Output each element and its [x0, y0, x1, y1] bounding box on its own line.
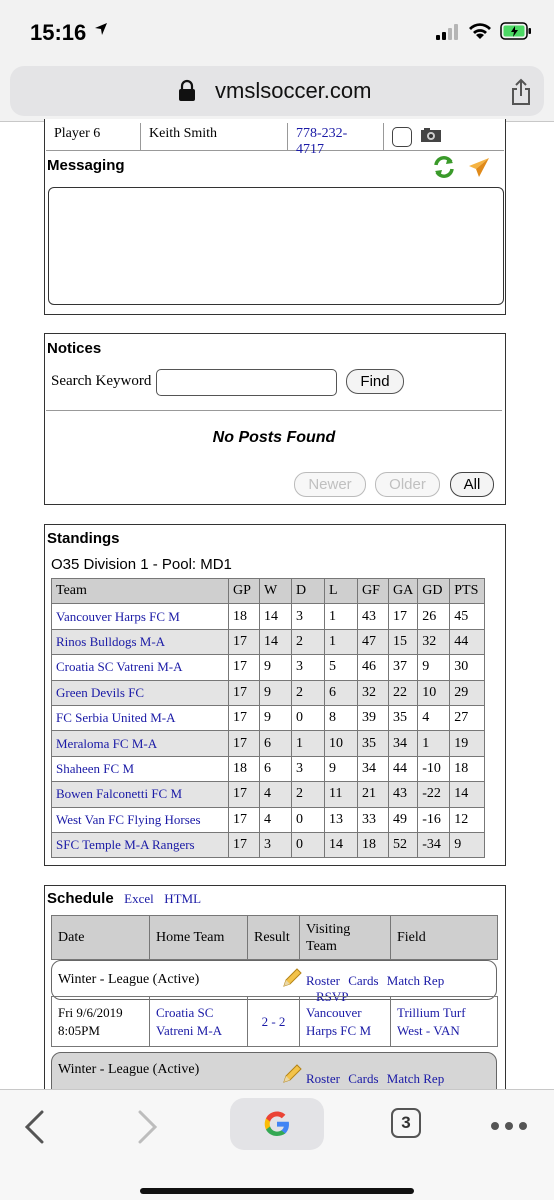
stat-gd: 9 — [418, 655, 450, 680]
message-textarea[interactable] — [48, 187, 504, 305]
older-button[interactable]: Older — [375, 472, 440, 497]
stat-w: 4 — [260, 782, 292, 807]
col-team[interactable]: Team — [52, 579, 229, 604]
col-d[interactable]: D — [292, 579, 325, 604]
roster-link[interactable]: Roster — [306, 973, 340, 988]
page-viewport — [0, 123, 554, 1089]
stat-gf: 39 — [358, 705, 389, 730]
stat-pts: 9 — [450, 832, 485, 857]
browser-toolbar — [0, 1089, 554, 1200]
stat-ga: 22 — [389, 680, 418, 705]
standings-row — [52, 782, 485, 807]
stat-gp: 17 — [229, 705, 260, 730]
stat-gd: 4 — [418, 705, 450, 730]
game-row — [51, 996, 498, 1047]
stat-pts: 18 — [450, 756, 485, 781]
stat-l: 1 — [325, 604, 358, 629]
url-text: vmslsoccer.com — [215, 78, 372, 103]
stat-pts: 45 — [450, 604, 485, 629]
team-link[interactable]: Rinos Bulldogs M-A — [52, 629, 229, 654]
stat-gd: -34 — [418, 832, 450, 857]
field-link[interactable] — [391, 997, 498, 1047]
stat-w: 9 — [260, 655, 292, 680]
stat-d: 3 — [292, 604, 325, 629]
standings-row — [52, 604, 485, 629]
stat-d: 3 — [292, 655, 325, 680]
stat-gf: 43 — [358, 604, 389, 629]
team-link[interactable]: Meraloma FC M-A — [52, 731, 229, 756]
stat-w: 14 — [260, 629, 292, 654]
stat-gd: -22 — [418, 782, 450, 807]
stat-pts: 27 — [450, 705, 485, 730]
notices-divider — [46, 410, 502, 411]
stat-pts: 44 — [450, 629, 485, 654]
newer-button[interactable]: Newer — [294, 472, 366, 497]
pencil-icon[interactable] — [281, 1063, 303, 1090]
stat-w: 6 — [260, 756, 292, 781]
stat-gf: 35 — [358, 731, 389, 756]
stat-d: 2 — [292, 782, 325, 807]
stat-l: 6 — [325, 680, 358, 705]
status-bar — [0, 0, 554, 62]
stat-gf: 18 — [358, 832, 389, 857]
standings-row — [52, 680, 485, 705]
back-chevron-icon[interactable] — [22, 1110, 48, 1149]
more-options-icon[interactable] — [490, 1118, 528, 1136]
location-arrow-icon — [94, 22, 108, 41]
standings-row — [52, 731, 485, 756]
stat-l: 9 — [325, 756, 358, 781]
stat-d: 2 — [292, 680, 325, 705]
status-time: 15:16 — [30, 20, 87, 45]
standings-row — [52, 756, 485, 781]
stat-l: 10 — [325, 731, 358, 756]
stat-w: 3 — [260, 832, 292, 857]
stat-gd: 26 — [418, 604, 450, 629]
stat-gd: 10 — [418, 680, 450, 705]
stat-w: 9 — [260, 680, 292, 705]
stat-gf: 21 — [358, 782, 389, 807]
team-link[interactable]: Croatia SC Vatreni M-A — [52, 655, 229, 680]
col-pts[interactable]: PTS — [450, 579, 485, 604]
col-gp[interactable]: GP — [229, 579, 260, 604]
col-gd[interactable]: GD — [418, 579, 450, 604]
visiting-team-link[interactable] — [300, 997, 391, 1047]
stat-d: 0 — [292, 705, 325, 730]
wifi-icon — [468, 22, 492, 45]
standings-title: Standings — [47, 530, 120, 547]
home-team-line2: Vatreni M-A — [156, 1022, 223, 1038]
stat-w: 4 — [260, 807, 292, 832]
share-icon[interactable] — [510, 78, 532, 111]
no-posts-message: No Posts Found — [212, 429, 336, 446]
result-link[interactable]: 2 - 2 — [248, 997, 300, 1047]
player-checkbox[interactable] — [392, 127, 412, 147]
standings-row — [52, 705, 485, 730]
home-team-link[interactable] — [150, 997, 248, 1047]
stat-l: 8 — [325, 705, 358, 730]
url-field[interactable] — [10, 66, 544, 116]
stat-gp: 17 — [229, 629, 260, 654]
col-visiting-team[interactable] — [300, 916, 391, 960]
stat-gp: 17 — [229, 655, 260, 680]
lock-icon — [178, 80, 196, 107]
stat-gd: -16 — [418, 807, 450, 832]
stat-gf: 32 — [358, 680, 389, 705]
col-result[interactable]: Result — [248, 916, 300, 960]
roster-link[interactable]: Roster — [306, 1071, 340, 1086]
stat-ga: 34 — [389, 731, 418, 756]
standings-table — [51, 578, 485, 858]
cards-link[interactable]: Cards — [348, 1071, 379, 1086]
stat-ga: 43 — [389, 782, 418, 807]
schedule-title: Schedule — [47, 890, 114, 907]
game-date — [52, 997, 150, 1047]
stat-l: 11 — [325, 782, 358, 807]
forward-chevron-icon[interactable] — [134, 1110, 160, 1149]
excel-link[interactable]: Excel — [124, 891, 154, 906]
stat-ga: 15 — [389, 629, 418, 654]
cellular-signal-icon — [436, 24, 460, 45]
standings-row — [52, 629, 485, 654]
stat-gp: 17 — [229, 782, 260, 807]
player-row — [46, 123, 504, 157]
stat-pts: 19 — [450, 731, 485, 756]
stat-gp: 17 — [229, 731, 260, 756]
stat-d: 2 — [292, 629, 325, 654]
col-l[interactable]: L — [325, 579, 358, 604]
home-indicator — [140, 1188, 414, 1194]
stat-l: 5 — [325, 655, 358, 680]
stat-gf: 34 — [358, 756, 389, 781]
stat-d: 0 — [292, 832, 325, 857]
messaging-title: Messaging — [47, 157, 125, 174]
stat-gf: 46 — [358, 655, 389, 680]
stat-gp: 17 — [229, 832, 260, 857]
stat-gf: 47 — [358, 629, 389, 654]
stat-ga: 44 — [389, 756, 418, 781]
player-slot-label: Player 6 — [46, 123, 141, 151]
notices-title: Notices — [47, 340, 102, 357]
match-rep-link[interactable]: Match Rep — [386, 1071, 445, 1086]
stat-ga: 49 — [389, 807, 418, 832]
col-w[interactable]: W — [260, 579, 292, 604]
game-date-time: 8:05PM — [58, 1022, 100, 1038]
stat-gp: 17 — [229, 680, 260, 705]
field-line2: West - VAN — [397, 1022, 460, 1038]
stat-d: 0 — [292, 807, 325, 832]
stat-gd: 32 — [418, 629, 450, 654]
battery-icon — [500, 22, 532, 45]
stat-pts: 12 — [450, 807, 485, 832]
search-keyword-label: Search Keyword — [51, 373, 152, 389]
camera-icon[interactable] — [420, 127, 442, 148]
stat-ga: 35 — [389, 705, 418, 730]
find-button[interactable]: Find — [346, 369, 404, 394]
field-line1: Trillium Turf — [397, 1004, 466, 1020]
league-name: Winter - League (Active) — [58, 1062, 200, 1077]
schedule-header — [51, 915, 498, 960]
team-link[interactable]: West Van FC Flying Horses — [52, 807, 229, 832]
tab-switcher-button[interactable]: 3 — [391, 1108, 421, 1138]
google-logo-icon — [262, 1109, 292, 1144]
stat-w: 9 — [260, 705, 292, 730]
stat-ga: 37 — [389, 655, 418, 680]
cards-link[interactable]: Cards — [348, 973, 379, 988]
browser-address-bar — [0, 62, 554, 122]
team-link[interactable]: Bowen Falconetti FC M — [52, 782, 229, 807]
player-name: Keith Smith — [141, 123, 288, 151]
stat-gp: 18 — [229, 756, 260, 781]
stat-gp: 18 — [229, 604, 260, 629]
stat-pts: 30 — [450, 655, 485, 680]
stat-ga: 17 — [389, 604, 418, 629]
stat-w: 6 — [260, 731, 292, 756]
col-ga[interactable]: GA — [389, 579, 418, 604]
html-link[interactable]: HTML — [164, 891, 202, 906]
standings-row — [52, 655, 485, 680]
stat-d: 3 — [292, 756, 325, 781]
stat-gp: 17 — [229, 807, 260, 832]
pencil-icon[interactable] — [281, 967, 303, 994]
visiting-team-line1: Vancouver — [306, 1004, 362, 1020]
stat-gf: 33 — [358, 807, 389, 832]
team-link[interactable]: Vancouver Harps FC M — [52, 604, 229, 629]
visiting-team-line2: Harps FC M — [306, 1022, 372, 1038]
refresh-icon[interactable] — [432, 155, 456, 184]
team-link[interactable]: FC Serbia United M-A — [52, 705, 229, 730]
all-button[interactable]: All — [450, 472, 494, 497]
col-field[interactable]: Field — [391, 916, 498, 960]
send-icon[interactable] — [468, 157, 490, 184]
player-phone-link[interactable]: 778-232-4717 — [288, 123, 384, 151]
stat-gd: 1 — [418, 731, 450, 756]
col-gf[interactable]: GF — [358, 579, 389, 604]
visiting-label-line2: Team — [306, 938, 337, 954]
rsvp-link[interactable]: RSVP — [316, 989, 349, 1004]
stat-pts: 29 — [450, 680, 485, 705]
stat-l: 14 — [325, 832, 358, 857]
standings-header-row — [52, 579, 485, 604]
stat-l: 13 — [325, 807, 358, 832]
league-name: Winter - League (Active) — [58, 972, 200, 987]
google-search-button[interactable] — [230, 1098, 324, 1150]
team-link[interactable]: Shaheen FC M — [52, 756, 229, 781]
stat-d: 1 — [292, 731, 325, 756]
stat-pts: 14 — [450, 782, 485, 807]
team-link[interactable]: SFC Temple M-A Rangers — [52, 832, 229, 857]
standings-row — [52, 807, 485, 832]
visiting-label-line1: Visiting — [306, 921, 351, 937]
stat-ga: 52 — [389, 832, 418, 857]
stat-l: 1 — [325, 629, 358, 654]
search-keyword-input[interactable] — [156, 369, 337, 396]
col-home-team[interactable]: Home Team — [150, 916, 248, 960]
team-link[interactable]: Green Devils FC — [52, 680, 229, 705]
home-team-line1: Croatia SC — [156, 1004, 214, 1020]
game-date-day: Fri 9/6/2019 — [58, 1004, 123, 1020]
match-rep-link[interactable]: Match Rep — [386, 973, 445, 988]
stat-gd: -10 — [418, 756, 450, 781]
col-date[interactable]: Date — [52, 916, 150, 960]
pool-title: O35 Division 1 - Pool: MD1 — [51, 556, 232, 573]
stat-w: 14 — [260, 604, 292, 629]
league-group-row — [51, 960, 497, 1004]
standings-row — [52, 832, 485, 857]
